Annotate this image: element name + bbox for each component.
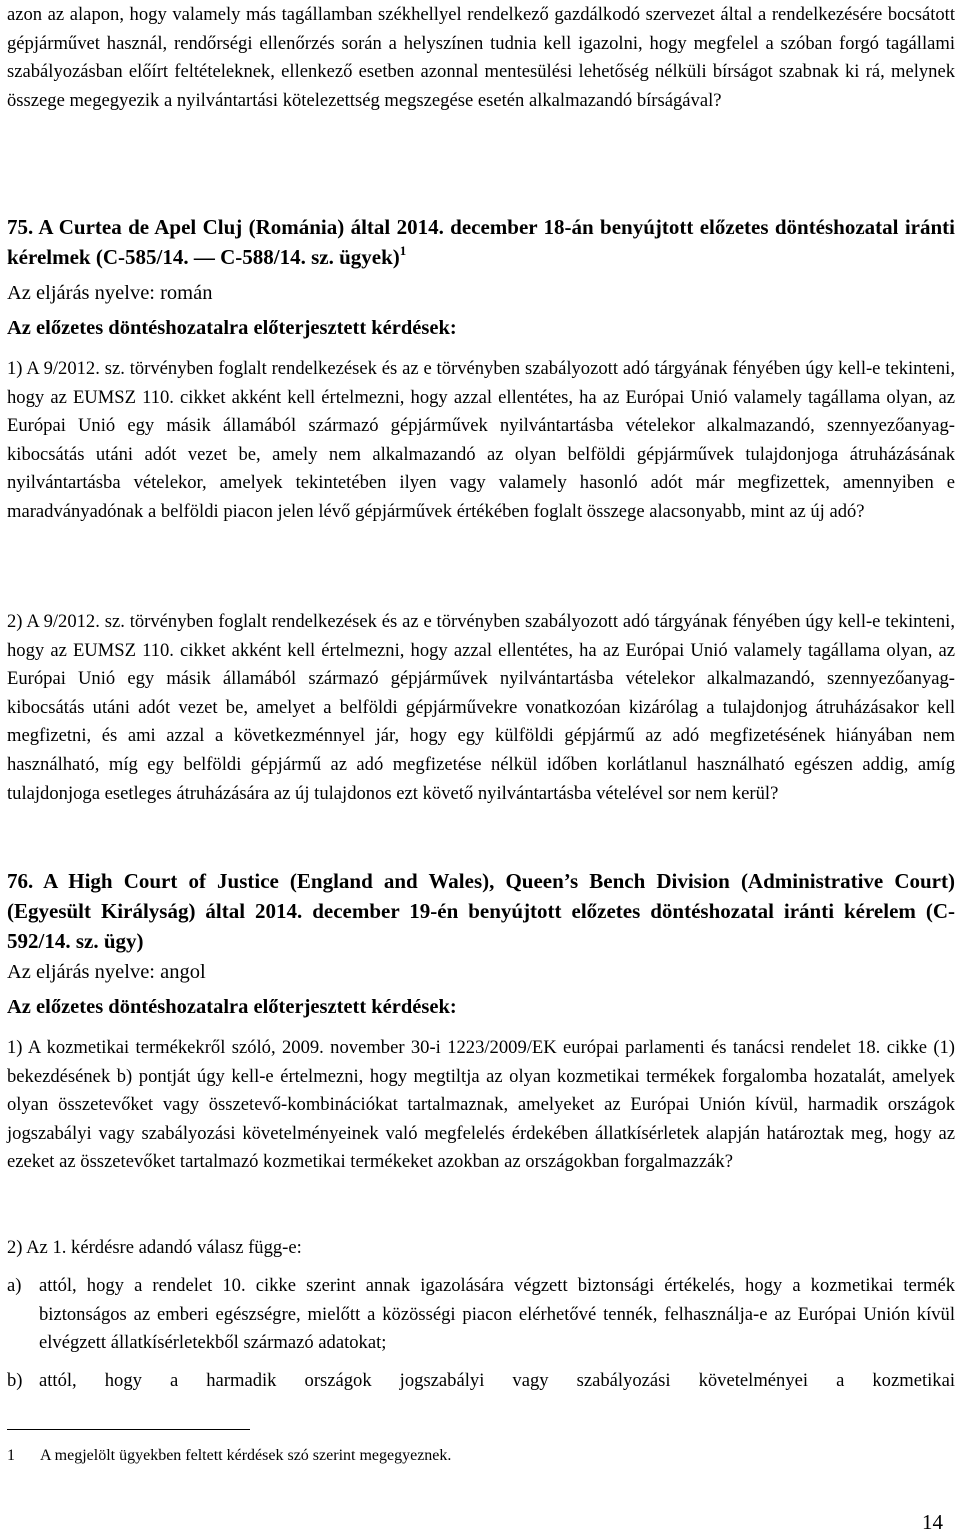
- case-75-questions-heading: Az előzetes döntéshozatalra előterjesztett kérdések:: [7, 317, 457, 339]
- case-76-question-1: 1) A kozmetikai termékekről szóló, 2009. november 30-i 1223/2009/EK európai parlamenti és tanácsi rendelet 18. cikke (1) bekezdésének b) pontját úgy kell-e értelmezni, hogy megtiltja az olyan kozmetikai termékek forgalomba hozatalát, amelyek olyan összetevőket vagy összetevő-kombinációkat tartalmaznak, amelyeket az Európai Unión kívül, harmadik országok jogszabályi vagy szabályozási követelményeinek való megfelelés érdekében állatkísérletek alapján határoztak meg, hogy az ezeket az összetevőket tartalmazó kozmetikai termékeket azokban az országokban forgalmazzák?: [7, 1037, 955, 1173]
- page-number: 14: [922, 1510, 943, 1534]
- case-76-title: 76. A High Court of Justice (England and Wales), Queen’s Bench Division (Administrative Court) (Egyesült Királyság) által 2014. december 19-én benyújtott előzetes döntéshozatal iránti kérelem (C-592/14. sz. ügy): [7, 869, 955, 953]
- case-76-language: Az eljárás nyelve: angol: [7, 961, 206, 983]
- footnote-text: A megjelölt ügyekben feltett kérdések szó szerint megegyeznek.: [40, 1447, 452, 1464]
- subitem-b-label: b): [7, 1369, 23, 1391]
- case-75-language: Az eljárás nyelve: román: [7, 282, 213, 304]
- continuation-paragraph: azon az alapon, hogy valamely más tagállamban székhellyel rendelkező gazdálkodó szervezet által a rendelkezésére bocsátott gépjárművet használ, rendőrségi ellenőrzés során a helyszínen tudnia kell igazolni, hogy megfelel a szóban forgó tagállami szabályozásban előírt feltételeknek, ellenkező esetben azonnal mentesülési lehetőség nélküli bírságot szabnak ki rá, melynek összege megegyezik a nyilvántartási kötelezettség megszegése esetén alkalmazandó bírságával?: [7, 4, 955, 111]
- subitem-b-text: attól, hogy a harmadik országok jogszabályi vagy szabályozási követelményei a kozmetikai: [39, 1369, 955, 1391]
- footnote-ref: 1: [399, 243, 407, 258]
- case-75-question-1: 1) A 9/2012. sz. törvényben foglalt rendelkezések és az e törvényben szabályozott adó tárgyának fényében úgy kell-e tekinteni, hogy az EUMSZ 110. cikket akként kell értelmezni, hogy azzal ellentétes, ha az Európai Unió valamely tagállama olyan, az Európai Unió egy másik államából származó gépjárművek nyilvántartásba vételekor alkalmazandó, szennyezőanyag-kibocsátás utáni adót vezet be, amely nem alkalmazandó az olyan belföldi gépjárművek tulajdonjoga átruházásának nyilvántartásba vételekor, amelyek tekintetében ilyen vagy valamely hasonló adót már megfizettek, amennyiben e maradványadónak a belföldi piacon jelen lévő gépjárművek értékében foglalt összege alacsonyabb, mint az új adó?: [7, 358, 955, 522]
- footnote-number: 1: [7, 1447, 15, 1464]
- footnote: [7, 1445, 451, 1467]
- subitem-a-label: a): [7, 1275, 22, 1296]
- case-75-question-2: 2) A 9/2012. sz. törvényben foglalt rendelkezések és az e törvényben szabályozott adó tárgyának fényében úgy kell-e tekinteni, hogy az EUMSZ 110. cikket akként kell értelmezni, hogy azzal ellentétes, ha az Európai Unió valamely tagállama olyan, az Európai Unió egy másik államából származó gépjárművek nyilvántartásba vételekor alkalmazandó, szennyezőanyag-kibocsátás utáni adót vezet be, amelyet a belföldi gépjárművekre vonatkozóan kizárólag a tulajdonjog átruházásakor kell megfizetni, és ami azzal a következménnyel jár, hogy egy külföldi gépjármű az adó megfizetésének hiányában nem használható, míg egy belföldi gépjármű az adó megfizetése nélkül időben korlátlanul használható egészen addig, amíg tulajdonjoga esetleges átruházására az új tulajdonos ezt követő nyilvántartásba vételével sor nem kerül?: [7, 611, 955, 804]
- case-76-subitems: [7, 1272, 955, 1395]
- footnote-divider: [7, 1429, 250, 1430]
- case-75-title: [7, 212, 955, 272]
- case-76-question-2: 2) Az 1. kérdésre adandó válasz függ-e:: [7, 1237, 302, 1258]
- case-76-questions-heading: Az előzetes döntéshozatalra előterjesztett kérdések:: [7, 996, 457, 1018]
- subitem-a: [7, 1272, 955, 1358]
- subitem-b: [7, 1367, 955, 1396]
- subitem-a-text: attól, hogy a rendelet 10. cikke szerint annak igazolására végzett biztonsági értékelés, hogy a kozmetikai termék biztonságos az emberi egészségre, mielőtt a közösségi piacon elérhetővé tennék, felhasználja-e az Európai Unión kívül elvégzett állatkísérletekből származó adatokat;: [39, 1275, 955, 1354]
- case-75-title-text: 75. A Curtea de Apel Cluj (Románia) által 2014. december 18-án benyújtott előzetes döntéshozatal iránti kérelmek (C-585/14. — C-588/14. sz. ügyek): [7, 215, 955, 269]
